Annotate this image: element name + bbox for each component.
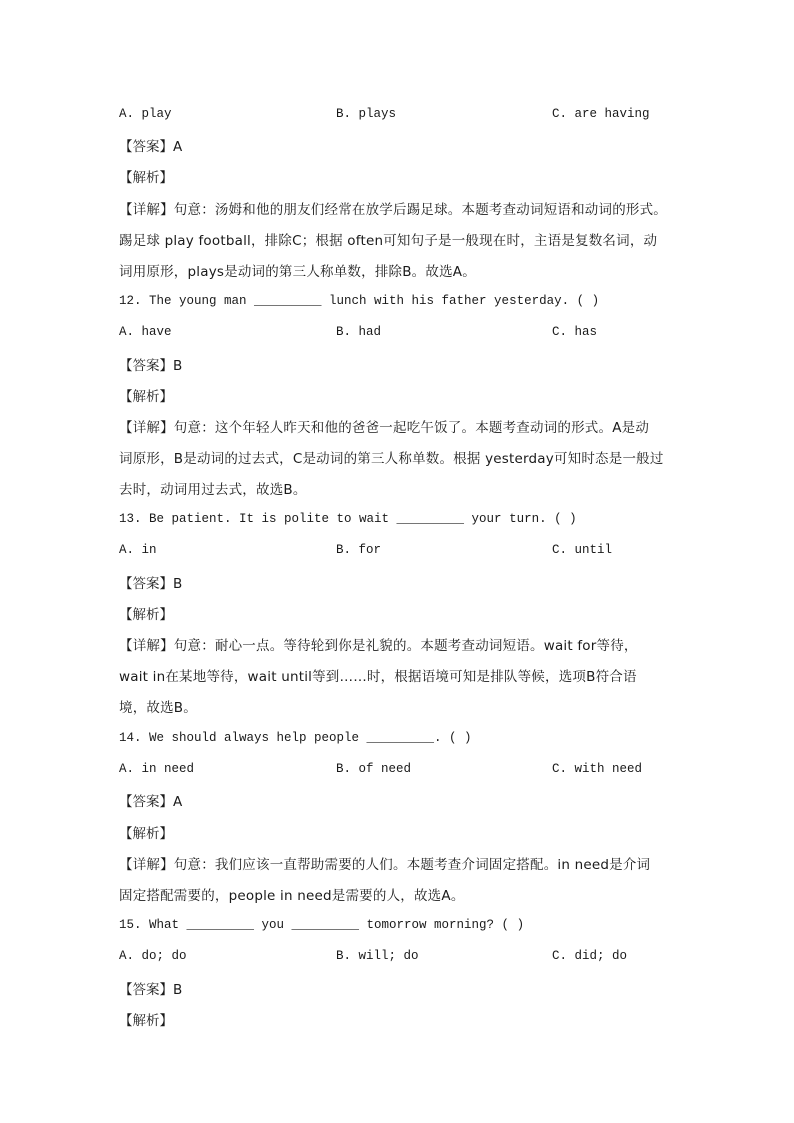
q15-option-a: A. do; do — [119, 949, 187, 963]
q11-answer: 【答案】A — [119, 139, 183, 155]
q13-option-c: C. until — [552, 543, 613, 557]
q13-question: 13. Be patient. It is polite to wait _________ your turn. ( ) — [119, 512, 577, 526]
q15-option-c: C. did; do — [552, 949, 628, 963]
q13-options — [119, 543, 679, 561]
q12-option-b: B. had — [336, 325, 382, 339]
q15-options — [119, 949, 679, 967]
q13-detail-line-3: 境，故选B。 — [119, 700, 197, 716]
q13-option-b: B. for — [336, 543, 382, 557]
q12-detail-line-2: 词原形，B是动词的过去式，C是动词的第三人称单数。根据 yesterday可知时态是一般过 — [119, 451, 664, 467]
q14-question: 14. We should always help people _________. ( ) — [119, 731, 472, 745]
q11-option-c: C. are having — [552, 107, 650, 121]
q11-analysis-label: 【解析】 — [119, 170, 173, 186]
q13-detail-line-1: 【详解】句意：耐心一点。等待轮到你是礼貌的。本题考查动词短语。wait for等待， — [119, 638, 638, 654]
q11-detail-line-2: 踢足球 play football，排除C；根据 often可知句子是一般现在时，主语是复数名词，动 — [119, 233, 658, 249]
q11-option-a: A. play — [119, 107, 172, 121]
q12-options — [119, 325, 679, 343]
q14-detail-line-1: 【详解】句意：我们应该一直帮助需要的人们。本题考查介词固定搭配。in need是介词 — [119, 857, 651, 873]
q14-detail-line-2: 固定搭配需要的，people in need是需要的人，故选A。 — [119, 888, 465, 904]
q12-option-c: C. has — [552, 325, 598, 339]
q11-detail-line-1: 【详解】句意：汤姆和他的朋友们经常在放学后踢足球。本题考查动词短语和动词的形式。 — [119, 202, 667, 218]
q14-options — [119, 762, 679, 780]
q12-question: 12. The young man _________ lunch with his father yesterday. ( ) — [119, 294, 600, 308]
q11-option-b: B. plays — [336, 107, 397, 121]
q13-option-a: A. in — [119, 543, 157, 557]
q11-detail-line-3: 词用原形，plays是动词的第三人称单数，排除B。故选A。 — [119, 264, 476, 280]
q14-answer: 【答案】A — [119, 794, 183, 810]
q13-answer: 【答案】B — [119, 576, 183, 592]
q13-detail-line-2: wait in在某地等待，wait until等到……时，根据语境可知是排队等候，选项B符合语 — [119, 669, 637, 685]
q14-analysis-label: 【解析】 — [119, 826, 173, 842]
q14-option-a: A. in need — [119, 762, 195, 776]
q14-option-b: B. of need — [336, 762, 412, 776]
q15-option-b: B. will; do — [336, 949, 419, 963]
q12-answer: 【答案】B — [119, 358, 183, 374]
q12-analysis-label: 【解析】 — [119, 389, 173, 405]
q12-detail-line-1: 【详解】句意：这个年轻人昨天和他的爸爸一起吃午饭了。本题考查动词的形式。A是动 — [119, 420, 650, 436]
q14-option-c: C. with need — [552, 762, 643, 776]
q13-analysis-label: 【解析】 — [119, 607, 173, 623]
q12-detail-line-3: 去时，动词用过去式，故选B。 — [119, 482, 307, 498]
q15-answer: 【答案】B — [119, 982, 183, 998]
q15-analysis-label: 【解析】 — [119, 1013, 173, 1029]
q15-question: 15. What _________ you _________ tomorrow morning? ( ) — [119, 918, 525, 932]
q11-options — [119, 107, 679, 125]
q12-option-a: A. have — [119, 325, 172, 339]
